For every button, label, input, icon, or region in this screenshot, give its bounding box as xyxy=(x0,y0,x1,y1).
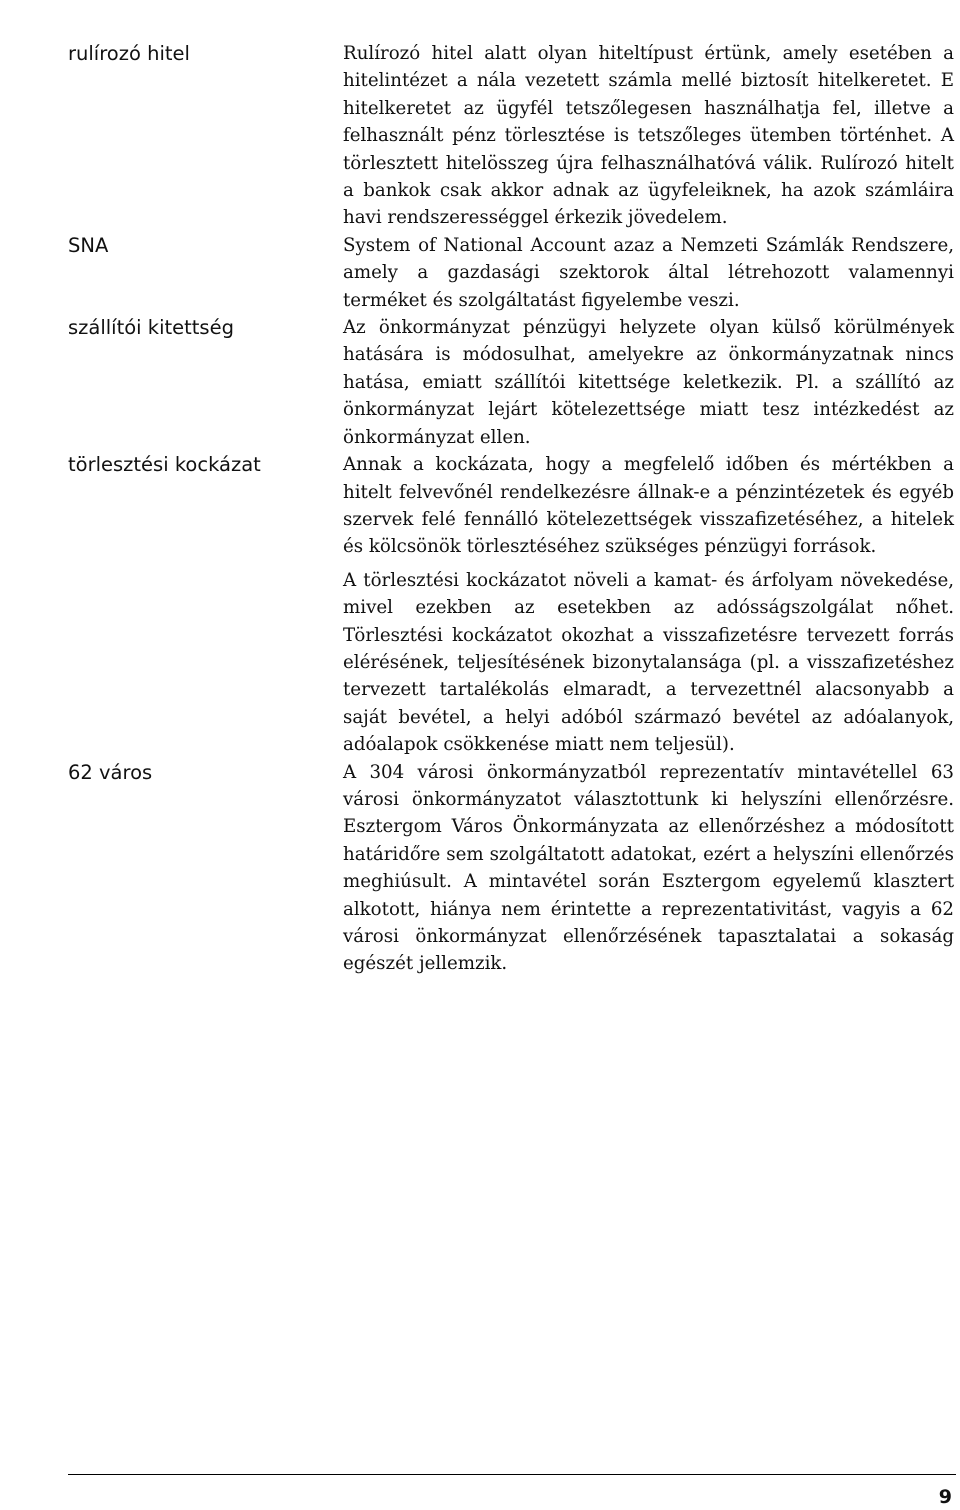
glossary-definition xyxy=(343,451,954,758)
definition-paragraph: Az önkormányzat pénzügyi helyzete olyan külső körülmények hatására is módosulhat, amelyekre az önkormányzatnak nincs hatása, emiatt szállítói kitettsége keletkezik. Pl. a szállító az önkormányzat lejárt kötelezettsége miatt tesz intézkedést az önkormányzat ellen. xyxy=(343,317,954,448)
definition-paragraph: A 304 városi önkormányzatból reprezentatív mintavétellel 63 városi önkormányzatot választottunk ki helyszíni ellenőrzésre. Esztergom Város Önkormányzata az ellenőrzéshez a módosított határidőre sem szolgáltatott adatokat, ezért a helyszíni ellenőrzés meghiúsult. A mintavétel során Esztergom egyelemű klasztert alkotott, hiánya nem érintette a reprezentativitást, vagyis a 62 városi önkormányzat ellenőrzésének tapasztalatai a sokaság egészét jellemzik. xyxy=(343,761,954,975)
glossary-entry-szallitoi-kitettseg xyxy=(68,314,956,451)
glossary-entry-rulirozo-hitel xyxy=(68,40,956,232)
definition-paragraph: Rulírozó hitel alatt olyan hiteltípust értünk, amely esetében a hitelintézet a nála vezetett számla mellé biztosít hitelkeretet. E hitelkeretet az ügyfél tetszőlegesen használhatja fel, illetve a felhasznált pénz törlesztése is tetszőleges ütemben történhet. A törlesztett hitelösszeg újra felhasználhatóvá válik. Rulírozó hitelt a bankok csak akkor adnak az ügyfeleiknek, ha azok számláira havi rendszerességgel érkezik jövedelem. xyxy=(343,43,954,229)
glossary-entry-62-varos xyxy=(68,759,956,978)
definition-paragraph: A törlesztési kockázatot növeli a kamat- és árfolyam növekedése, mivel ezekben az esetekben az adósságszolgálat nőhet. Törlesztési kockázatot okozhat a visszafizetésre tervezett forrás elérésének, teljesítésének bizonytalansága (pl. a visszafizetéshez tervezett tartalékolás elmaradt, a tervezettnél alacsonyabb a saját bevétel, a helyi adóból származó bevétel az adóalanyok, adóalapok csökkenése miatt nem teljesül). xyxy=(343,569,954,756)
glossary-definition xyxy=(343,232,954,314)
footer-divider xyxy=(68,1474,956,1475)
definition-paragraph: Annak a kockázata, hogy a megfelelő időben és mértékben a hitelt felvevőnél rendelkezésre állnak-e a pénzintézetek és egyéb szervek felé fennálló kötelezettségek visszafizetéséhez, a hitelek és kölcsönök törlesztéséhez szükséges pénzügyi források. xyxy=(343,454,954,558)
glossary-term: SNA xyxy=(68,233,109,257)
glossary-definition xyxy=(343,759,954,978)
glossary xyxy=(68,40,956,978)
glossary-term: szállítói kitettség xyxy=(68,316,234,340)
glossary-entry-torlesztesi-kockazat xyxy=(68,451,956,758)
glossary-term: rulírozó hitel xyxy=(68,42,190,65)
glossary-definition xyxy=(343,314,954,451)
glossary-term: 62 város xyxy=(68,760,153,784)
page-number: 9 xyxy=(938,1486,952,1508)
definition-paragraph: System of National Account azaz a Nemzeti Számlák Rendszere, amely a gazdasági szektorok által létrehozott valamennyi terméket és szolgáltatást figyelembe veszi. xyxy=(343,234,954,311)
glossary-term: törlesztési kockázat xyxy=(68,453,261,477)
glossary-entry-sna xyxy=(68,232,956,314)
glossary-definition xyxy=(343,40,954,232)
